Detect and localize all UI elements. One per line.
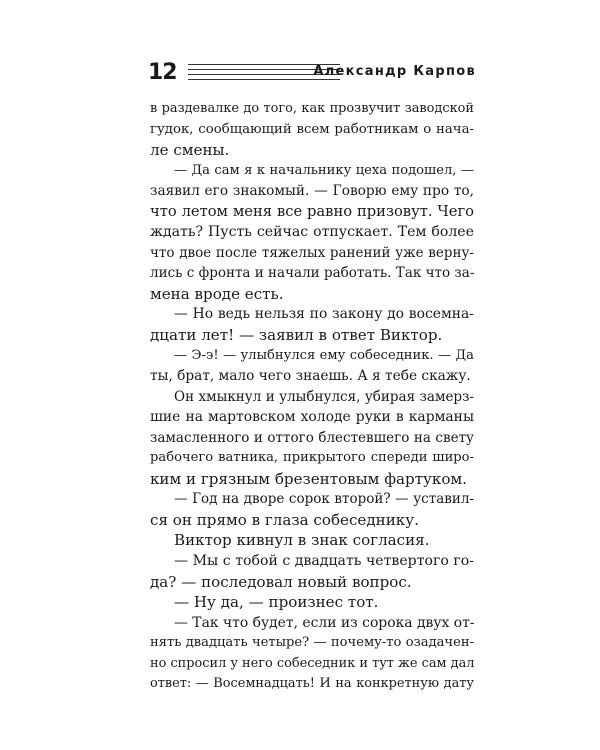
text-line: замасленного и оттого блестевшего на свету	[150, 429, 474, 446]
text-line: дцати лет! — заявил в ответ Виктор.	[150, 326, 443, 345]
text-line: шие на мартовском холоде руки в карманы	[150, 409, 474, 426]
text-line: Виктор кивнул в знак согласия.	[174, 531, 430, 550]
text-line: — Но ведь нельзя по закону до восемна-	[174, 306, 474, 323]
text-line: Он хмыкнул и улыбнулся, убирая замерз-	[174, 388, 474, 405]
text-line: ся он прямо в глаза собеседнику.	[150, 510, 419, 529]
author-name: Александр Карпов	[313, 64, 476, 79]
text-line: ким и грязным брезентовым фартуком.	[150, 469, 467, 488]
text-line: — Так что будет, если из сорока двух от-	[174, 614, 475, 631]
page-number: 12	[148, 60, 177, 85]
text-line: ответ: — Восемнадцать! И на конкретную дату	[150, 676, 474, 692]
text-line: да? — последовал новый вопрос.	[150, 572, 412, 591]
text-line: ле смены.	[150, 141, 230, 160]
text-line: лись с фронта и начали работать. Так что за-	[150, 265, 475, 282]
text-line: — Да сам я к начальнику цеха подошел, —	[174, 162, 474, 178]
text-line: заявил его знакомый. — Говорю ему про то,	[150, 183, 474, 200]
running-header	[148, 58, 476, 88]
text-line: ты, брат, мало чего знаешь. А я тебе скажу.	[150, 368, 471, 385]
body-text	[150, 99, 474, 695]
text-line: что летом меня все равно призовут. Чего	[150, 202, 474, 220]
text-line: — Ну да, — произнес тот.	[174, 593, 379, 612]
text-line: гудок, сообщающий всем работникам о нача-	[150, 121, 474, 137]
text-line: ждать? Пусть сейчас отпускает. Тем более	[150, 224, 474, 241]
text-line: но спросил у него собеседник и тут же сам дал	[150, 655, 475, 671]
text-line: — Э-э! — улыбнулся ему собеседник. — Да	[174, 347, 474, 363]
text-line: в раздевалке до того, как прозвучит заводской	[150, 101, 474, 116]
text-line: мена вроде есть.	[150, 284, 284, 303]
text-line: — Мы с тобой с двадцать четвертого го-	[174, 553, 474, 570]
text-line: что двое после тяжелых ранений уже верну-	[150, 244, 474, 261]
text-line: рабочего ватника, прикрытого спереди широ-	[150, 450, 474, 466]
text-line: — Год на дворе сорок второй? — уставил-	[174, 491, 474, 508]
text-line: нять двадцать четыре? — почему-то озадачен-	[150, 635, 474, 651]
